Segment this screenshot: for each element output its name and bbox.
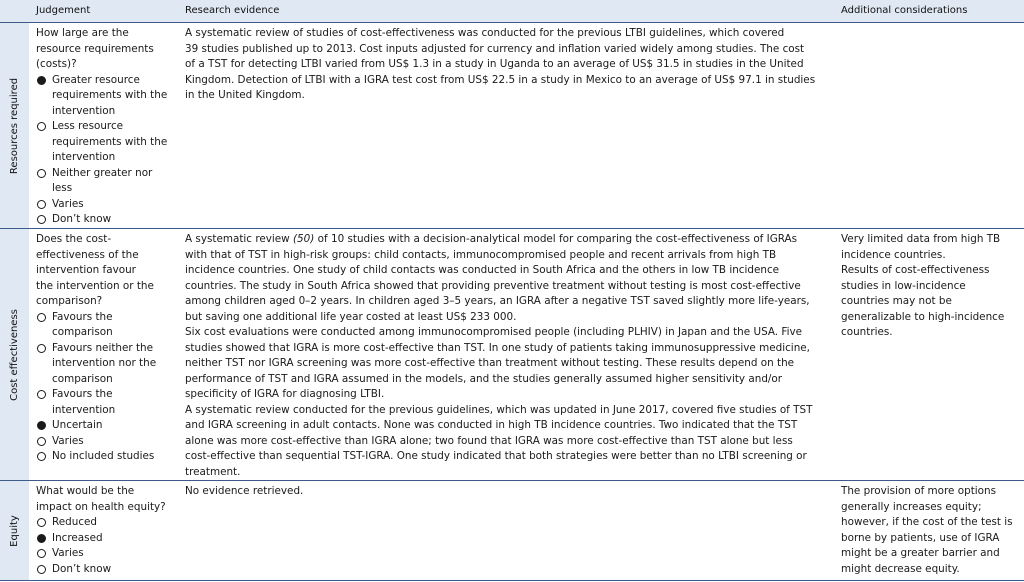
consideration-line: however, if the cost of the test is bbox=[841, 516, 1013, 528]
judgement-option-label: intervention nor the bbox=[52, 357, 157, 369]
evidence-line: countries. The study in South Africa showed that providing preventive treatment without testing is most cost-effective bbox=[185, 279, 801, 292]
judgement-resources bbox=[36, 26, 176, 228]
evidence-line: A systematic review conducted for the previous guidelines, which was updated in June 2017, covered five studies of TST bbox=[185, 403, 813, 416]
judgement-option-label: Less resource bbox=[52, 120, 124, 132]
judgement-option-label: requirements with the bbox=[52, 135, 168, 148]
judgement-option-label: Don’t know bbox=[52, 562, 112, 575]
evidence-line bbox=[185, 232, 823, 248]
judgement-option-label: comparison bbox=[52, 326, 113, 338]
radio-unselected-icon[interactable] bbox=[37, 549, 46, 558]
judgement-option[interactable] bbox=[36, 515, 176, 531]
consideration-line: The provision of more options bbox=[841, 485, 997, 497]
judgement-option-label: intervention bbox=[52, 403, 116, 416]
judgement-option-label: Favours the bbox=[52, 388, 113, 400]
judgement-option[interactable] bbox=[36, 418, 176, 434]
evidence-line: alone was more cost-effective than IGRA alone; two found that IGRA was more cost-effective than TST alone but less bbox=[185, 434, 793, 447]
consideration-line: might be a greater barrier and bbox=[841, 547, 1000, 559]
radio-unselected-icon[interactable] bbox=[37, 313, 46, 322]
evidence-line: but saving one additional life year costed at least US$ 233 000. bbox=[185, 310, 517, 323]
judgement-option[interactable] bbox=[36, 166, 176, 197]
judgement-option-label: Varies bbox=[52, 547, 84, 559]
section-equity bbox=[0, 481, 1024, 580]
judgement-option-label: No included studies bbox=[52, 450, 155, 462]
evidence-line: No evidence retrieved. bbox=[185, 485, 304, 497]
judgement-option[interactable] bbox=[36, 341, 176, 388]
radio-unselected-icon[interactable] bbox=[37, 437, 46, 446]
judgement-question-line: Does the cost- bbox=[36, 233, 112, 245]
evidence-equity bbox=[185, 484, 823, 500]
radio-unselected-icon[interactable] bbox=[37, 518, 46, 527]
evidence-resources bbox=[185, 26, 823, 104]
radio-selected-icon[interactable] bbox=[37, 534, 46, 543]
radio-selected-icon[interactable] bbox=[37, 76, 46, 85]
judgement-option-label: requirements with the bbox=[52, 89, 168, 101]
consideration-line: Very limited data from high TB bbox=[841, 233, 1001, 245]
judgement-option-label: Increased bbox=[52, 531, 103, 544]
consideration-line: generally increases equity; bbox=[841, 500, 982, 513]
judgement-equity bbox=[36, 484, 176, 577]
judgement-question-line: the intervention or the bbox=[36, 279, 154, 292]
judgement-option-label: Reduced bbox=[52, 516, 98, 528]
header-research-evidence: Research evidence bbox=[185, 5, 280, 16]
radio-unselected-icon[interactable] bbox=[37, 122, 46, 131]
consideration-line: Results of cost-effectiveness bbox=[841, 264, 990, 276]
judgement-option-label: Uncertain bbox=[52, 419, 103, 431]
judgement-option[interactable] bbox=[36, 546, 176, 562]
section-resources-required bbox=[0, 23, 1024, 228]
header-additional-considerations: Additional considerations bbox=[841, 5, 968, 16]
evidence-line: and IGRA screening in adult contacts. None was conducted in high TB incidence countries. Two indicated that the TST bbox=[185, 419, 798, 431]
consideration-line: incidence countries. bbox=[841, 248, 946, 261]
radio-unselected-icon[interactable] bbox=[37, 452, 46, 461]
radio-unselected-icon[interactable] bbox=[37, 565, 46, 574]
evidence-line: 39 studies published up to 2013. Cost inputs adjusted for currency and inflation varied widely among studies. The cost bbox=[185, 42, 805, 55]
consideration-line: studies in low-incidence bbox=[841, 279, 966, 292]
radio-unselected-icon[interactable] bbox=[37, 200, 46, 209]
radio-unselected-icon[interactable] bbox=[37, 169, 46, 178]
judgement-option[interactable] bbox=[36, 119, 176, 166]
section-cost-effectiveness bbox=[0, 229, 1024, 480]
judgement-option[interactable] bbox=[36, 562, 176, 578]
judgement-option-label: intervention bbox=[52, 151, 116, 163]
judgement-question-line: impact on health equity? bbox=[36, 500, 166, 513]
header-judgement: Judgement bbox=[36, 5, 91, 16]
judgement-option[interactable] bbox=[36, 387, 176, 418]
judgement-option[interactable] bbox=[36, 197, 176, 213]
radio-unselected-icon[interactable] bbox=[37, 344, 46, 353]
evidence-cost bbox=[185, 232, 823, 480]
judgement-option-label: Favours the bbox=[52, 310, 113, 323]
judgement-option-label: Favours neither the bbox=[52, 341, 154, 354]
citation-reference: (50) bbox=[293, 233, 315, 245]
judgement-cost bbox=[36, 232, 176, 465]
section-label-cost: Cost effectiveness bbox=[0, 229, 29, 480]
judgement-option[interactable] bbox=[36, 73, 176, 120]
judgement-option[interactable] bbox=[36, 212, 176, 228]
evidence-line: cost-effective than sequential TST-IGRA. One study indicated that both strategies were better than no LTBI screening or bbox=[185, 450, 807, 462]
evidence-text: A systematic review bbox=[185, 233, 293, 245]
judgement-option[interactable] bbox=[36, 310, 176, 341]
evidence-line: neither TST nor IGRA screening was more cost-effective than treatment without testing. These results depend on the bbox=[185, 357, 795, 369]
evidence-line: with that of TST in high-risk groups: child contacts, immunocompromised people and recent arrivals from high TB bbox=[185, 248, 777, 261]
radio-selected-icon[interactable] bbox=[37, 421, 46, 430]
evidence-text: of 10 studies with a decision-analytical model for comparing the cost-effectiveness of IGRAs bbox=[314, 233, 798, 245]
judgement-option-label: Varies bbox=[52, 434, 84, 447]
section-label-resources: Resources required bbox=[0, 23, 29, 228]
evidence-line: in the United Kingdom. bbox=[185, 89, 305, 101]
judgement-question-line: comparison? bbox=[36, 295, 103, 307]
judgement-question-line: resource requirements bbox=[36, 42, 154, 55]
evidence-line: specificity of IGRA for diagnosing LTBI. bbox=[185, 388, 385, 400]
judgement-option[interactable] bbox=[36, 531, 176, 547]
considerations-equity bbox=[841, 484, 1021, 577]
evidence-line: of a TST for detecting LTBI varied from US$ 1.3 in a study in Uganda to an average of US$ 31.5 in studies in the United bbox=[185, 58, 804, 70]
judgement-question-line: intervention favour bbox=[36, 264, 136, 276]
evidence-line: treatment. bbox=[185, 465, 241, 478]
judgement-option[interactable] bbox=[36, 434, 176, 450]
considerations-cost bbox=[841, 232, 1021, 341]
evidence-line: among children aged 0–2 years. In children aged 3–5 years, an IGRA after a negative TST saved slightly more life-years, bbox=[185, 295, 810, 307]
consideration-line: borne by patients, use of IGRA bbox=[841, 531, 1000, 544]
consideration-line: countries. bbox=[841, 326, 893, 338]
judgement-question-line: (costs)? bbox=[36, 58, 77, 70]
evidence-line: Kingdom. Detection of LTBI with a IGRA test cost from US$ 22.5 in a study in Mexico to an average of US$ 97.1 in studies bbox=[185, 73, 816, 86]
evidence-line: Six cost evaluations were conducted among immunocompromised people (including PLHIV) in Japan and the USA. Five bbox=[185, 326, 803, 338]
judgement-option-label: Don’t know bbox=[52, 213, 112, 225]
judgement-question-line: What would be the bbox=[36, 485, 135, 497]
evidence-line: performance of TST and IGRA assumed in the models, and the studies generally assumed higher sensitivity and/or bbox=[185, 372, 783, 385]
judgement-option-label: less bbox=[52, 182, 73, 194]
radio-unselected-icon[interactable] bbox=[37, 390, 46, 399]
judgement-option-label: intervention bbox=[52, 104, 116, 117]
radio-unselected-icon[interactable] bbox=[37, 215, 46, 224]
judgement-option-label: Varies bbox=[52, 197, 84, 210]
judgement-option-label: Neither greater nor bbox=[52, 166, 153, 179]
consideration-line: might decrease equity. bbox=[841, 562, 960, 575]
judgement-option-label: Greater resource bbox=[52, 73, 140, 86]
evidence-line: incidence countries. One study of child contacts was conducted in South Africa and the others in low TB incidence bbox=[185, 264, 780, 276]
evidence-line: studies showed that IGRA is more cost-effective than TST. In one study of patients taking immunosuppressive medicine, bbox=[185, 341, 810, 354]
table-header bbox=[0, 0, 1024, 23]
judgement-question-line: How large are the bbox=[36, 27, 129, 39]
judgement-option[interactable] bbox=[36, 449, 176, 465]
judgement-option-label: comparison bbox=[52, 372, 113, 385]
consideration-line: countries may not be bbox=[841, 295, 952, 307]
evidence-line: A systematic review of studies of cost-effectiveness was conducted for the previous LTBI guidelines, which covered bbox=[185, 27, 785, 39]
row-divider bbox=[0, 580, 1024, 581]
section-label-equity: Equity bbox=[0, 481, 29, 580]
consideration-line: generalizable to high-incidence bbox=[841, 310, 1005, 323]
judgement-question-line: effectiveness of the bbox=[36, 248, 139, 261]
